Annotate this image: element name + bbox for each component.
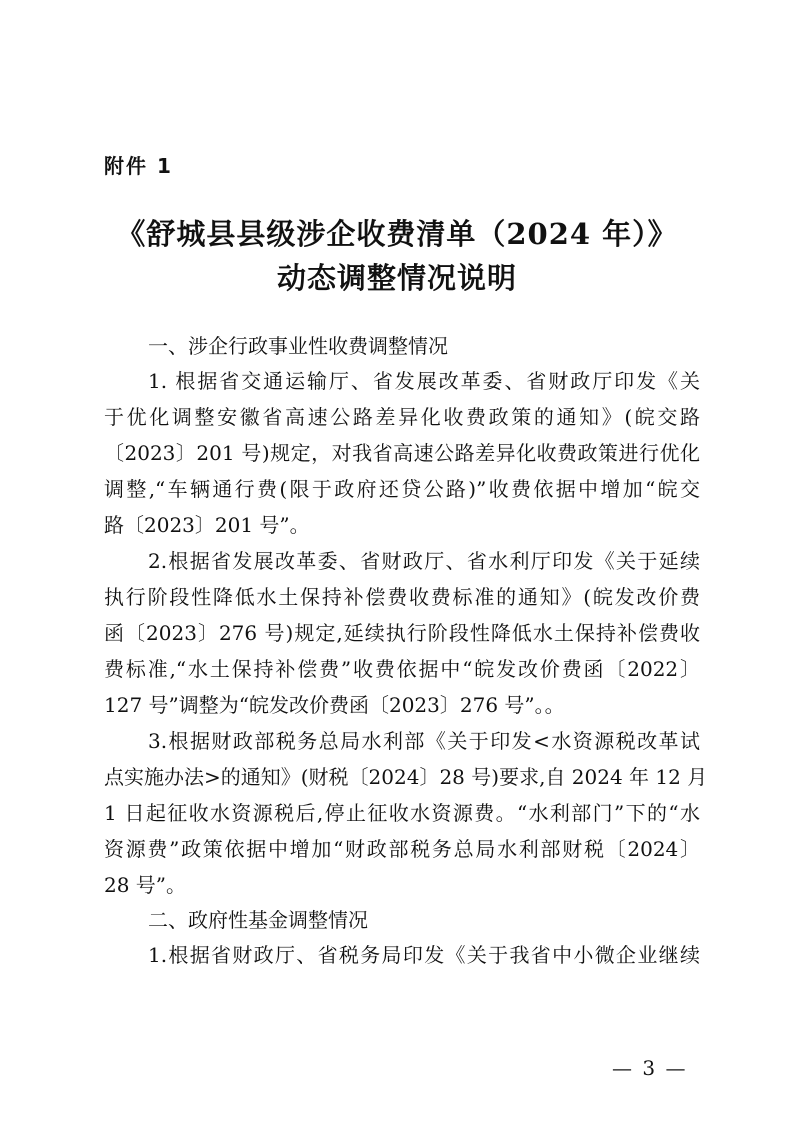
text-line: 1 日起征收水资源税后,停止征收水资源费。“水利部门”下的“水 (104, 801, 700, 825)
text-line: 于优化调整安徽省高速公路差异化收费政策的通知》(皖交路 (104, 405, 700, 429)
text-line: 资源费”政策依据中增加“财政部税务总局水利部财税〔2024〕 (104, 837, 700, 861)
text-line: 点实施办法>的通知》(财税〔2024〕28 号)要求,自 2024 年 12 月 (104, 765, 708, 789)
paragraph-1-1 (104, 363, 700, 543)
attachment-label: 附件 1 (104, 154, 173, 178)
paragraph-1-2 (104, 543, 700, 723)
text-line: 费标准,“水土保持补偿费”收费依据中“皖发改价费函〔2022〕 (104, 657, 700, 681)
text-line: 调整,“车辆通行费(限于政府还贷公路)”收费依据中增加“皖交 (104, 477, 700, 501)
page-number: — 3 — (612, 1056, 688, 1080)
text-line: 28 号”。 (104, 873, 187, 897)
document-title-line-1: 《舒城县县级涉企收费清单（2024 年）》 (116, 217, 678, 251)
paragraph-1-3 (104, 723, 708, 903)
text-line: 1.根据省财政厅、省税务局印发《关于我省中小微企业继续 (148, 943, 700, 967)
document-title-line-2: 动态调整情况说明 (276, 261, 517, 295)
paragraph-2-1 (104, 937, 700, 973)
text-line: 127 号”调整为“皖发改价费函〔2023〕276 号”。。 (104, 693, 565, 717)
text-line: 路〔2023〕201 号”。 (104, 513, 310, 537)
text-line: 2.根据省发展改革委、省财政厅、省水利厅印发《关于延续 (148, 549, 700, 573)
text-line: 〔2023〕201 号)规定，对我省高速公路差异化收费政策进行优化 (104, 441, 700, 465)
section-heading-1: 一、涉企行政事业性收费调整情况 (148, 334, 448, 358)
text-line: 函〔2023〕276 号)规定,延续执行阶段性降低水土保持补偿费收 (104, 621, 700, 645)
section-heading-2: 二、政府性基金调整情况 (148, 908, 368, 932)
text-line: 3.根据财政部税务总局水利部《关于印发<水资源税改革试 (148, 729, 700, 753)
text-line: 1. 根据省交通运输厅、省发展改革委、省财政厅印发《关 (148, 369, 700, 393)
text-line: 执行阶段性降低水土保持补偿费收费标准的通知》(皖发改价费 (104, 585, 700, 609)
